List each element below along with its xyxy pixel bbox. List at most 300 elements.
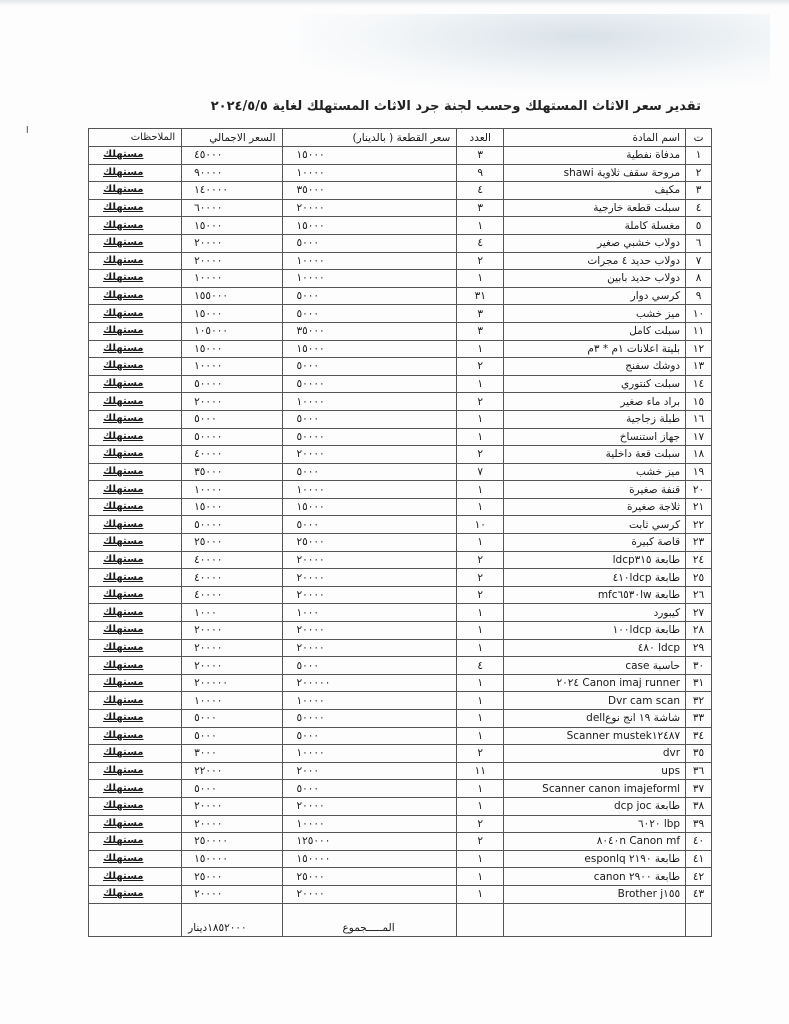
unit-price: ١٠٠٠٠ [282, 252, 457, 270]
table-row [89, 270, 712, 288]
item-note: مستهلك [89, 234, 182, 252]
unit-price: ٥٠٠٠ [282, 657, 457, 675]
item-note: مستهلك [89, 710, 182, 728]
row-number: ١٠ [686, 305, 712, 323]
table-row [89, 305, 712, 323]
row-number: ٣٨ [686, 797, 712, 815]
item-name: Brother j١٥٥ [504, 885, 686, 903]
row-number: ٤ [686, 199, 712, 217]
margin-mark: ا [26, 126, 29, 136]
item-quantity: ١١ [457, 762, 504, 780]
item-note: مستهلك [89, 516, 182, 534]
item-quantity: ٢ [457, 393, 504, 411]
unit-price: ٢٠٠٠ [282, 762, 457, 780]
row-number: ٣٩ [686, 815, 712, 833]
table-row [89, 639, 712, 657]
item-note: مستهلك [89, 657, 182, 675]
unit-price: ١٥٠٠٠ [282, 147, 457, 165]
table-row [89, 657, 712, 675]
unit-price: ٥٠٠٠ [282, 234, 457, 252]
item-name: بليتة اعلانات ١م * ٣م [504, 340, 686, 358]
table-row [89, 850, 712, 868]
item-quantity: ٢ [457, 815, 504, 833]
item-quantity: ٣ [457, 305, 504, 323]
item-quantity: ١ [457, 375, 504, 393]
total-value: ١٨٥٢٠٠٠دينار [182, 903, 282, 936]
unit-price: ١٠٠٠ [282, 604, 457, 622]
item-name: سبلت كامل [504, 322, 686, 340]
table-row [89, 604, 712, 622]
item-name: مكيف [504, 182, 686, 200]
row-number: ٩ [686, 287, 712, 305]
table-row [89, 252, 712, 270]
total-price: ٥٠٠٠٠ [182, 428, 282, 446]
item-quantity: ٤ [457, 234, 504, 252]
total-price: ١٠٠٠٠ [182, 692, 282, 710]
item-name: دولاب خشبي صغير [504, 234, 686, 252]
item-name: طابعة ٤١٠ldcp [504, 569, 686, 587]
total-price: ١٥٠٠٠ [182, 305, 282, 323]
total-label: المـــــجموع [282, 903, 457, 936]
item-quantity: ٢ [457, 551, 504, 569]
row-number: ٣٤ [686, 727, 712, 745]
item-name: كيبورد [504, 604, 686, 622]
row-number: ١ [686, 147, 712, 165]
item-name: ups [504, 762, 686, 780]
total-price: ٢٠٠٠٠٠ [182, 674, 282, 692]
item-note: مستهلك [89, 569, 182, 587]
item-name: ميز خشب [504, 305, 686, 323]
item-name: طابعة mfc٦٥٣٠lw [504, 586, 686, 604]
total-price: ٩٠٠٠٠ [182, 164, 282, 182]
header-no: ت [686, 129, 712, 147]
item-quantity: ١ [457, 481, 504, 499]
unit-price: ١٢٥٠٠٠ [282, 833, 457, 851]
scan-shadow [300, 14, 770, 89]
item-note: مستهلك [89, 639, 182, 657]
item-note: مستهلك [89, 797, 182, 815]
row-number: ٣٢ [686, 692, 712, 710]
item-quantity: ١ [457, 639, 504, 657]
row-number: ٦ [686, 234, 712, 252]
table-row [89, 516, 712, 534]
row-number: ٨ [686, 270, 712, 288]
item-note: مستهلك [89, 692, 182, 710]
item-note: مستهلك [89, 551, 182, 569]
unit-price: ٥٠٠٠ [282, 358, 457, 376]
total-price: ٢٠٠٠٠ [182, 797, 282, 815]
total-price: ٢٠٠٠٠ [182, 885, 282, 903]
unit-price: ١٥٠٠٠ [282, 340, 457, 358]
item-note: مستهلك [89, 868, 182, 886]
item-note: مستهلك [89, 815, 182, 833]
item-quantity: ١ [457, 534, 504, 552]
unit-price: ٣٥٠٠٠ [282, 182, 457, 200]
item-name: Scanner canon imajeforml [504, 780, 686, 798]
table-row [89, 446, 712, 464]
item-note: مستهلك [89, 885, 182, 903]
table-row [89, 498, 712, 516]
item-note: مستهلك [89, 534, 182, 552]
header-notes: الملاحظات [89, 129, 182, 147]
unit-price: ٥٠٠٠٠ [282, 710, 457, 728]
row-number: ١٤ [686, 375, 712, 393]
item-note: مستهلك [89, 410, 182, 428]
table-row [89, 797, 712, 815]
item-quantity: ٢ [457, 833, 504, 851]
item-name: كرسي دوار [504, 287, 686, 305]
total-price: ١٠٠٠ [182, 604, 282, 622]
table-row [89, 410, 712, 428]
row-number: ٣٥ [686, 745, 712, 763]
total-price: ١٠٠٠٠ [182, 358, 282, 376]
item-note: مستهلك [89, 358, 182, 376]
item-note: مستهلك [89, 393, 182, 411]
header-qty: العدد [457, 129, 504, 147]
scan-top-edge [0, 0, 789, 6]
row-number: ٥ [686, 217, 712, 235]
header-unit-price: سعر القطعة ( بالدينار) [282, 129, 457, 147]
item-quantity: ١٠ [457, 516, 504, 534]
total-price: ٢٠٠٠٠ [182, 657, 282, 675]
item-note: مستهلك [89, 762, 182, 780]
unit-price: ٥٠٠٠ [282, 287, 457, 305]
row-number: ٢٨ [686, 622, 712, 640]
item-name: ميز خشب [504, 463, 686, 481]
item-name: قنفة صغيرة [504, 481, 686, 499]
item-quantity: ٩ [457, 164, 504, 182]
item-quantity: ١ [457, 498, 504, 516]
item-name: طابعة ldcp٣١٥ [504, 551, 686, 569]
item-name: ldcp ٤٨٠ [504, 639, 686, 657]
total-price: ٥٠٠٠٠ [182, 375, 282, 393]
total-price: ٢٠٠٠٠ [182, 393, 282, 411]
table-row [89, 833, 712, 851]
total-price: ٤٠٠٠٠ [182, 551, 282, 569]
row-number: ١٢ [686, 340, 712, 358]
row-number: ٢٠ [686, 481, 712, 499]
total-price: ٤٠٠٠٠ [182, 446, 282, 464]
total-price: ٥٠٠٠٠ [182, 516, 282, 534]
item-name: Canon imaj runner ٢٠٢٤ [504, 674, 686, 692]
item-quantity: ٧ [457, 463, 504, 481]
item-name: طابعة ٢١٩٠ esponlq [504, 850, 686, 868]
total-price: ٢٥٠٠٠٠ [182, 833, 282, 851]
row-number: ٣ [686, 182, 712, 200]
item-name: براد ماء صغير [504, 393, 686, 411]
unit-price: ١٠٠٠٠ [282, 164, 457, 182]
unit-price: ٢٠٠٠٠ [282, 569, 457, 587]
total-price: ٢٠٠٠٠ [182, 622, 282, 640]
total-price: ٢٠٠٠٠ [182, 639, 282, 657]
item-quantity: ١ [457, 797, 504, 815]
unit-price: ٥٠٠٠ [282, 463, 457, 481]
total-price: ١٤٠٠٠٠ [182, 182, 282, 200]
total-price: ٤٥٠٠٠ [182, 147, 282, 165]
item-name: دوشك سفنج [504, 358, 686, 376]
item-note: مستهلك [89, 622, 182, 640]
inventory-table [88, 128, 712, 937]
total-price: ١٠٠٠٠ [182, 481, 282, 499]
item-name: طابعة dcp joc [504, 797, 686, 815]
row-number: ١٣ [686, 358, 712, 376]
total-price: ٥٠٠٠ [182, 710, 282, 728]
total-price: ١٥٥٠٠٠ [182, 287, 282, 305]
item-name: دولاب حديد ٤ مجرات [504, 252, 686, 270]
row-number: ٢٥ [686, 569, 712, 587]
item-note: مستهلك [89, 586, 182, 604]
total-price: ٥٠٠٠ [182, 727, 282, 745]
total-price: ٥٠٠٠ [182, 780, 282, 798]
item-name: ثلاجة صغيرة [504, 498, 686, 516]
row-number: ١٧ [686, 428, 712, 446]
header-total-price: السعر الاجمالي [182, 129, 282, 147]
table-row [89, 287, 712, 305]
table-body [89, 147, 712, 904]
table-row [89, 762, 712, 780]
item-name: مدفاة نفطية [504, 147, 686, 165]
unit-price: ٥٠٠٠٠ [282, 428, 457, 446]
table-row [89, 199, 712, 217]
unit-price: ٥٠٠٠ [282, 410, 457, 428]
total-price: ٦٠٠٠٠ [182, 199, 282, 217]
table-row [89, 534, 712, 552]
item-note: مستهلك [89, 217, 182, 235]
unit-price: ٢٠٠٠٠ [282, 797, 457, 815]
item-quantity: ٢ [457, 446, 504, 464]
item-name: دولاب حديد بابين [504, 270, 686, 288]
unit-price: ٢٥٠٠٠ [282, 868, 457, 886]
row-number: ١٥ [686, 393, 712, 411]
item-name: Dvr cam scan [504, 692, 686, 710]
item-note: مستهلك [89, 498, 182, 516]
row-number: ٢٦ [686, 586, 712, 604]
header-name: اسم المادة [504, 129, 686, 147]
table-row [89, 393, 712, 411]
total-price: ٢٠٠٠٠ [182, 234, 282, 252]
item-name: طابعة ١٠٠ldcp [504, 622, 686, 640]
table-row [89, 569, 712, 587]
item-quantity: ٣ [457, 322, 504, 340]
row-number: ٤٢ [686, 868, 712, 886]
total-price: ١٥٠٠٠٠ [182, 850, 282, 868]
item-note: مستهلك [89, 463, 182, 481]
row-number: ٤١ [686, 850, 712, 868]
item-note: مستهلك [89, 164, 182, 182]
item-name: مروحة سقف ثلاوية shawi [504, 164, 686, 182]
unit-price: ٥٠٠٠ [282, 516, 457, 534]
table-row [89, 340, 712, 358]
item-note: مستهلك [89, 252, 182, 270]
item-quantity: ١ [457, 710, 504, 728]
unit-price: ١٠٠٠٠ [282, 692, 457, 710]
row-number: ١٨ [686, 446, 712, 464]
item-quantity: ١ [457, 850, 504, 868]
item-quantity: ١ [457, 674, 504, 692]
item-quantity: ١ [457, 270, 504, 288]
total-price: ٥٠٠٠ [182, 410, 282, 428]
table-row [89, 164, 712, 182]
item-note: مستهلك [89, 147, 182, 165]
item-name: طبلة زجاجية [504, 410, 686, 428]
row-number: ٤٣ [686, 885, 712, 903]
total-price: ٢٠٠٠٠ [182, 252, 282, 270]
item-note: مستهلك [89, 745, 182, 763]
row-number: ١٩ [686, 463, 712, 481]
row-number: ٢١ [686, 498, 712, 516]
row-number: ١١ [686, 322, 712, 340]
table-row [89, 815, 712, 833]
item-note: مستهلك [89, 674, 182, 692]
item-quantity: ١ [457, 622, 504, 640]
row-number: ٢٢ [686, 516, 712, 534]
table-row [89, 868, 712, 886]
item-name: طابعة ٢٩٠٠ canon [504, 868, 686, 886]
table-row [89, 780, 712, 798]
table-row [89, 375, 712, 393]
row-number: ٢٣ [686, 534, 712, 552]
total-no-cell [686, 903, 712, 936]
table-row [89, 727, 712, 745]
table-row [89, 692, 712, 710]
unit-price: ٣٥٠٠٠ [282, 322, 457, 340]
item-name: Scanner mustek١٢٤٨٧ [504, 727, 686, 745]
table-row [89, 428, 712, 446]
unit-price: ٢٠٠٠٠٠ [282, 674, 457, 692]
item-name: جهاز استنساخ [504, 428, 686, 446]
item-note: مستهلك [89, 270, 182, 288]
row-number: ٣٣ [686, 710, 712, 728]
total-qty-cell [457, 903, 504, 936]
unit-price: ٥٠٠٠٠ [282, 375, 457, 393]
unit-price: ٢٠٠٠٠ [282, 639, 457, 657]
item-name: قاصة كبيرة [504, 534, 686, 552]
item-note: مستهلك [89, 322, 182, 340]
unit-price: ٢٥٠٠٠ [282, 534, 457, 552]
item-note: مستهلك [89, 182, 182, 200]
unit-price: ٥٠٠٠ [282, 727, 457, 745]
row-number: ٧ [686, 252, 712, 270]
document-title: تقدير سعر الاثاث المستهلك وحسب لجنة جرد الاثاث المستهلك لغاية ٢٠٢٤/٥/٥ [210, 99, 701, 114]
row-number: ٣٦ [686, 762, 712, 780]
row-number: ٢٧ [686, 604, 712, 622]
table-row [89, 182, 712, 200]
item-quantity: ١ [457, 868, 504, 886]
table-row [89, 147, 712, 165]
item-quantity: ١ [457, 780, 504, 798]
item-quantity: ١ [457, 217, 504, 235]
item-quantity: ١ [457, 727, 504, 745]
item-note: مستهلك [89, 446, 182, 464]
unit-price: ١٠٠٠٠ [282, 815, 457, 833]
table-header-row [89, 129, 712, 147]
item-quantity: ٣ [457, 199, 504, 217]
table-row [89, 586, 712, 604]
item-note: مستهلك [89, 780, 182, 798]
total-price: ٢٢٠٠٠ [182, 762, 282, 780]
row-number: ٣١ [686, 674, 712, 692]
row-number: ٣٠ [686, 657, 712, 675]
table-row [89, 358, 712, 376]
table-row [89, 551, 712, 569]
unit-price: ٥٠٠٠ [282, 305, 457, 323]
item-quantity: ١ [457, 428, 504, 446]
total-price: ١٥٠٠٠ [182, 217, 282, 235]
unit-price: ٢٠٠٠٠ [282, 885, 457, 903]
table-row [89, 745, 712, 763]
total-row [89, 903, 712, 936]
row-number: ٢ [686, 164, 712, 182]
item-note: مستهلك [89, 375, 182, 393]
total-notes-cell [89, 903, 182, 936]
item-note: مستهلك [89, 340, 182, 358]
row-number: ٣٧ [686, 780, 712, 798]
item-name: lbp ٦٠٢٠ [504, 815, 686, 833]
total-price: ١٠٠٠٠ [182, 270, 282, 288]
unit-price: ١٠٠٠٠ [282, 745, 457, 763]
row-number: ٢٤ [686, 551, 712, 569]
unit-price: ١٥٠٠٠ [282, 498, 457, 516]
table-row [89, 463, 712, 481]
item-quantity: ٢ [457, 745, 504, 763]
unit-price: ٢٠٠٠٠ [282, 622, 457, 640]
item-note: مستهلك [89, 727, 182, 745]
table-row [89, 217, 712, 235]
item-quantity: ١ [457, 410, 504, 428]
item-quantity: ٢ [457, 358, 504, 376]
table-row [89, 322, 712, 340]
item-quantity: ٢ [457, 569, 504, 587]
item-name: شاشة ١٩ انج نوعdell [504, 710, 686, 728]
item-quantity: ٢ [457, 586, 504, 604]
total-name-cell [504, 903, 686, 936]
item-note: مستهلك [89, 199, 182, 217]
row-number: ١٦ [686, 410, 712, 428]
unit-price: ١٥٠٠٠٠ [282, 850, 457, 868]
table-row [89, 622, 712, 640]
total-price: ٣٥٠٠٠ [182, 463, 282, 481]
unit-price: ١٠٠٠٠ [282, 270, 457, 288]
total-price: ١٠٥٠٠٠ [182, 322, 282, 340]
table-row [89, 710, 712, 728]
unit-price: ٢٠٠٠٠ [282, 446, 457, 464]
unit-price: ١٠٠٠٠ [282, 481, 457, 499]
item-name: Canon mf ٨٠٤٠n [504, 833, 686, 851]
item-name: سبلت قطعة خارجية [504, 199, 686, 217]
unit-price: ١٥٠٠٠ [282, 217, 457, 235]
item-name: سبلت قعة داخلية [504, 446, 686, 464]
total-price: ٢٠٠٠٠ [182, 815, 282, 833]
table-row [89, 885, 712, 903]
item-quantity: ٣ [457, 147, 504, 165]
item-quantity: ١ [457, 885, 504, 903]
unit-price: ٢٠٠٠٠ [282, 586, 457, 604]
item-note: مستهلك [89, 305, 182, 323]
item-quantity: ٣١ [457, 287, 504, 305]
row-number: ٢٩ [686, 639, 712, 657]
item-quantity: ١ [457, 340, 504, 358]
item-name: سبلت كنتوري [504, 375, 686, 393]
total-price: ١٥٠٠٠ [182, 340, 282, 358]
item-quantity: ١ [457, 604, 504, 622]
total-price: ١٥٠٠٠ [182, 498, 282, 516]
item-name: حاسبة case [504, 657, 686, 675]
total-price: ٤٠٠٠٠ [182, 569, 282, 587]
item-note: مستهلك [89, 481, 182, 499]
table-row [89, 481, 712, 499]
item-quantity: ٢ [457, 252, 504, 270]
unit-price: ٢٠٠٠٠ [282, 199, 457, 217]
